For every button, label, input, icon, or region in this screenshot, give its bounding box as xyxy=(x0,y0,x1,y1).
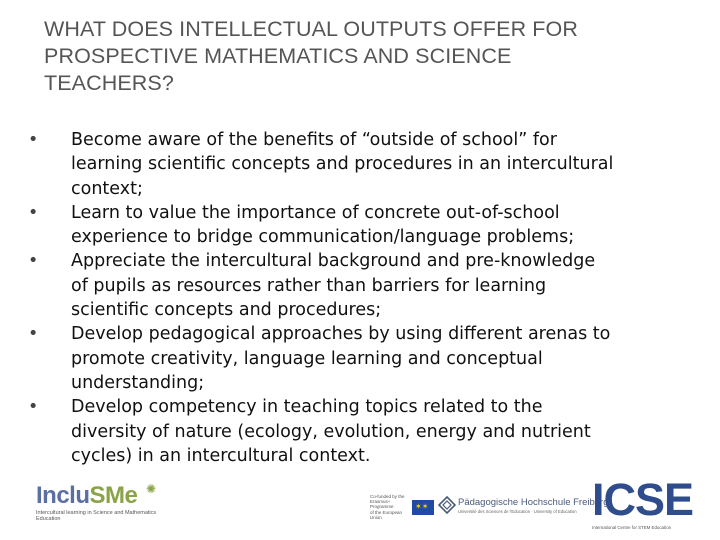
erasmus-text xyxy=(370,494,410,520)
bullet-list xyxy=(28,128,698,468)
bullet-text-line: Become aware of the benefits of “outside of school” for xyxy=(71,130,557,150)
bullet-text-line: scientific concepts and procedures; xyxy=(71,300,382,321)
bullet-text-line: Develop pedagogical approaches by using different arenas to xyxy=(71,324,611,345)
bullet-text-line: Learn to value the importance of concrete out-of-school xyxy=(71,202,560,223)
bullet-text-line: promote creativity, language learning and conceptual xyxy=(71,348,543,369)
ph-freiburg-name: Pädagogische Hochschule Freiburg xyxy=(458,497,609,508)
bullet-item xyxy=(28,322,698,395)
bullet-marker: • xyxy=(28,324,39,345)
bullet-marker: • xyxy=(28,251,39,272)
slide-title xyxy=(44,16,694,97)
inclusme-tagline xyxy=(36,510,176,522)
ph-freiburg-emblem-icon xyxy=(438,496,456,514)
bullet-text-line: of pupils as resources rather than barriers for learning xyxy=(71,275,547,296)
eu-flag-icon: ✶✶ xyxy=(412,500,434,515)
ph-freiburg-subtitle: Université des Sciences de l'Education · University of Education xyxy=(458,509,577,514)
bullet-text-line: understanding; xyxy=(71,372,205,393)
bullet-text-line: learning scientific concepts and procedures in an intercultural xyxy=(71,154,614,175)
bullet-text-line: experience to bridge communication/language problems; xyxy=(71,227,575,248)
icse-tagline: International Centre for STEM Education xyxy=(592,525,672,530)
ph-freiburg-logo xyxy=(438,496,609,526)
sparkle-icon: ✺ xyxy=(146,482,157,496)
bullet-text-line: diversity of nature (ecology, evolution, energy and nutrient xyxy=(71,421,591,442)
bullet-text-line: cycles) in an intercultural context. xyxy=(71,445,371,466)
erasmus-text-line: Co-funded by the xyxy=(370,494,405,499)
bullet-item xyxy=(28,395,698,468)
bullet-marker: • xyxy=(28,202,39,223)
erasmus-logo xyxy=(370,494,436,522)
inclusme-suffix: SMe xyxy=(89,482,138,509)
icse-logo xyxy=(590,474,716,538)
inclusme-logo xyxy=(36,482,156,530)
title-line: WHAT DOES INTELLECTUAL OUTPUTS OFFER FOR xyxy=(44,17,578,41)
inclusme-wordmark xyxy=(36,482,137,510)
inclusme-tagline-line: Education xyxy=(36,516,61,523)
bullet-text-line: context; xyxy=(71,178,143,199)
bullet-marker: • xyxy=(28,130,39,150)
bullet-item xyxy=(28,249,698,322)
erasmus-text-line: Erasmus+ Programme xyxy=(370,499,394,510)
bullet-text-line: Appreciate the intercultural background and pre-knowledge xyxy=(71,251,596,272)
inclusme-tagline-line: Intercultural learning in Science and Mathematics xyxy=(36,510,157,516)
bullet-item xyxy=(28,128,698,201)
footer-logos xyxy=(0,474,720,540)
icse-wordmark: ICSE xyxy=(592,474,694,525)
title-line: TEACHERS? xyxy=(44,71,174,95)
bullet-item xyxy=(28,201,698,250)
bullet-marker: • xyxy=(28,397,39,418)
inclusme-prefix: Inclu xyxy=(36,482,90,509)
title-line: PROSPECTIVE MATHEMATICS AND SCIENCE xyxy=(44,44,512,68)
bullet-text-line: Develop competency in teaching topics related to the xyxy=(71,397,543,418)
erasmus-text-line: of the European Union xyxy=(370,509,403,520)
